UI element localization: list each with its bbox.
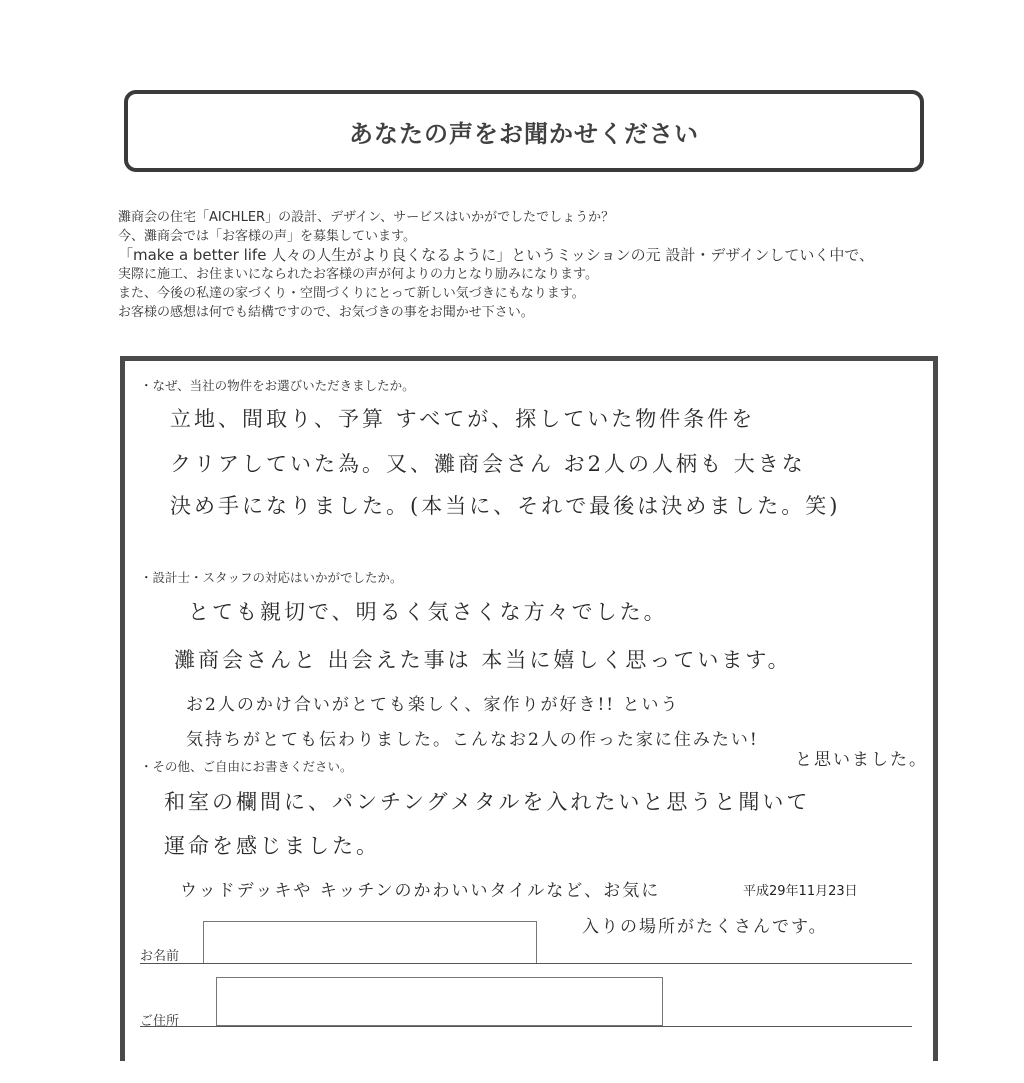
name-underline	[140, 963, 912, 964]
address-field[interactable]	[216, 977, 663, 1026]
question-2-label: ・設計士・スタッフの対応はいかがでしたか。	[140, 570, 403, 585]
submission-date: 平成29年11月23日	[743, 884, 858, 899]
answer-1-line: 立地、間取り、予算 すべてが、探していた物件条件を	[170, 407, 756, 431]
answer-1-line: 決め手になりました。(本当に、それで最後は決めました。笑)	[170, 494, 841, 518]
answer-3-line: 入りの場所がたくさんです。	[582, 917, 828, 937]
intro-line: 今、灘商会では「お客様の声」を募集しています。	[118, 229, 416, 244]
answer-2-line: 灘商会さんと 出会えた事は 本当に嬉しく思っています。	[174, 648, 792, 672]
intro-line: 灘商会の住宅「AICHLER」の設計、デザイン、サービスはいかがでしたでしょうか？	[118, 210, 615, 225]
intro-line: 「make a better life 人々の人生がより良くなるように」というミッションの元 設計・デザインしていく中で、	[118, 246, 875, 264]
page-title: あなたの声をお聞かせください	[349, 119, 699, 148]
address-label: ご住所	[140, 1014, 180, 1029]
answer-1-line: クリアしていた為。又、灘商会さん お2人の人柄も 大きな	[170, 452, 806, 476]
intro-text	[118, 208, 874, 322]
answer-2-line: お2人のかけ合いがとても楽しく、家作りが好き!! という	[186, 695, 680, 715]
question-1-label: ・なぜ、当社の物件をお選びいただきましたか。	[140, 378, 415, 393]
intro-line: 実際に施工、お住まいになられたお客様の声が何よりの力となり励みになります。	[118, 267, 598, 282]
answer-3-line: ウッドデッキや キッチンのかわいいタイルなど、お気に	[180, 881, 661, 901]
name-field[interactable]	[203, 921, 537, 964]
address-underline	[140, 1026, 912, 1027]
answer-2-line: とても親切で、明るく気さくな方々でした。	[188, 600, 668, 624]
answer-2-line: 気持ちがとても伝わりました。こんなお2人の作った家に住みたい!	[186, 730, 759, 750]
name-label: お名前	[140, 949, 180, 964]
answer-3-line: 運命を感じました。	[164, 834, 380, 858]
intro-line: お客様の感想は何でも結構ですので、お気づきの事をお聞かせ下さい。	[118, 305, 534, 320]
answer-2-line: と思いました。	[795, 750, 928, 770]
title-box	[124, 90, 924, 172]
answer-3-line: 和室の欄間に、パンチングメタルを入れたいと思うと聞いて	[164, 790, 811, 814]
question-3-label: ・その他、ご自由にお書きください。	[140, 759, 353, 774]
intro-line: また、今後の私達の家づくり・空間づくりにとって新しい気づきにもなります。	[118, 286, 585, 301]
